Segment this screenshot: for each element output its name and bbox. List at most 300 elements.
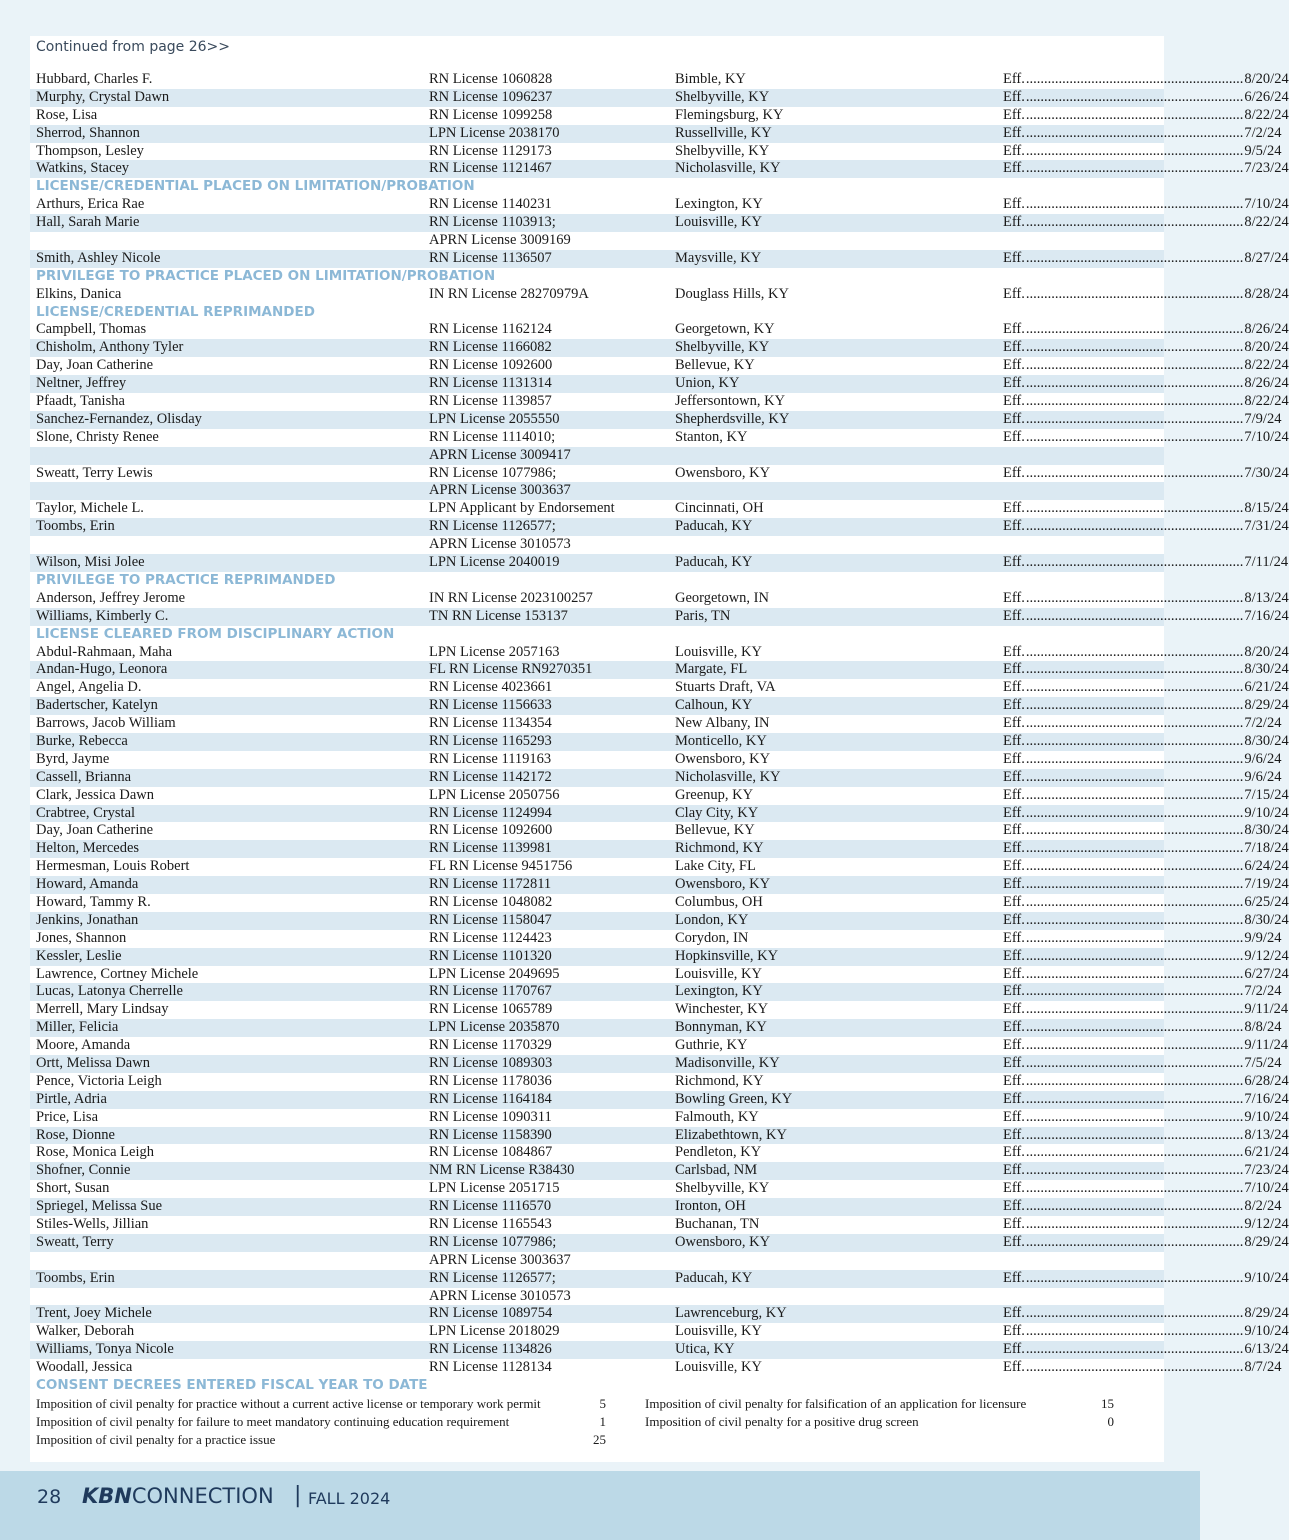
effective-date: 8/30/24 — [1244, 661, 1289, 678]
effective-date: 7/2/24 — [1244, 983, 1282, 1000]
nurse-name: Day, Joan Catherine — [36, 357, 154, 374]
location: Owensboro, KY — [675, 876, 771, 893]
effective-date-cell — [1003, 840, 1289, 858]
license-info: IN RN License 2023100257 — [429, 589, 593, 606]
consent-item: Imposition of civil penalty for practice without a current active license or temporary work permit — [36, 1395, 541, 1411]
eff-label: Eff. — [1003, 1001, 1025, 1018]
location: Owensboro, KY — [675, 464, 771, 481]
license-info: RN License 1136507 — [429, 249, 552, 266]
effective-date-cell — [1003, 947, 1289, 966]
eff-label: Eff. — [1003, 71, 1025, 87]
nurse-name: Murphy, Crystal Dawn — [36, 88, 170, 105]
dot-leader: ............................................................ — [1025, 732, 1244, 749]
location: Winchester, KY — [675, 1001, 769, 1018]
eff-label: Eff. — [1003, 285, 1025, 302]
license-info: RN License 1131314 — [429, 375, 552, 392]
license-info: APRN License 3003637 — [429, 1251, 571, 1268]
nurse-name: Abdul-Rahmaan, Maha — [36, 643, 173, 660]
table-row — [30, 643, 1289, 662]
license-info: RN License 1165543 — [429, 1216, 552, 1232]
effective-date-cell — [1003, 357, 1289, 375]
dot-leader: ............................................................ — [1025, 321, 1244, 338]
effective-date: 6/27/24 — [1244, 965, 1289, 982]
issue-label: FALL 2024 — [308, 1489, 391, 1508]
effective-date: 9/11/24 — [1244, 1037, 1289, 1054]
effective-date: 8/20/24 — [1244, 643, 1289, 660]
effective-date-cell — [1003, 607, 1289, 626]
license-info: LPN License 2050756 — [429, 786, 560, 803]
license-info: RN License 1089303 — [429, 1054, 553, 1071]
nurse-name: Rose, Dionne — [36, 1126, 115, 1143]
eff-label: Eff. — [1003, 715, 1025, 732]
eff-label: Eff. — [1003, 786, 1025, 803]
eff-label: Eff. — [1003, 679, 1025, 696]
effective-date-cell — [1003, 500, 1289, 518]
nurse-name: Kessler, Leslie — [36, 947, 122, 964]
dot-leader: ............................................................ — [1025, 1359, 1244, 1376]
effective-date: 7/16/24 — [1244, 1090, 1289, 1107]
table-row — [30, 715, 1282, 733]
eff-label: Eff. — [1003, 607, 1025, 624]
license-info: APRN License 3003637 — [429, 482, 571, 499]
eff-label: Eff. — [1003, 1180, 1025, 1197]
location: Cincinnati, OH — [675, 500, 764, 517]
eff-label: Eff. — [1003, 1359, 1025, 1376]
table-row — [30, 1305, 1289, 1323]
dot-leader: ............................................................ — [1025, 1198, 1244, 1215]
nurse-name: Helton, Mercedes — [36, 840, 140, 857]
location: Lexington, KY — [675, 983, 763, 1000]
effective-date: 7/16/24 — [1244, 607, 1289, 624]
license-info: RN License 1162124 — [429, 321, 552, 338]
license-info: RN License 1114010; — [429, 428, 556, 445]
effective-date-cell — [1003, 1144, 1289, 1162]
eff-label: Eff. — [1003, 1019, 1025, 1036]
dot-leader: ............................................................ — [1025, 607, 1244, 624]
license-info: TN RN License 153137 — [429, 607, 568, 624]
license-info: APRN License 3010573 — [429, 1287, 571, 1304]
location: Columbus, OH — [675, 893, 763, 910]
location: Russellville, KY — [675, 124, 772, 141]
location: Paducah, KY — [675, 1269, 753, 1286]
license-info: RN License 1172811 — [429, 876, 552, 893]
table-row — [30, 607, 1289, 626]
license-info: RN License 1084867 — [429, 1144, 553, 1161]
dot-leader: ............................................................ — [1025, 1323, 1244, 1340]
nurse-name: Cassell, Brianna — [36, 768, 132, 785]
effective-date-cell — [1003, 249, 1289, 268]
location: Pendleton, KY — [675, 1144, 762, 1161]
effective-date-cell — [1003, 929, 1282, 948]
license-info: RN License 1124994 — [429, 804, 552, 821]
section-heading: LICENSE/CREDENTIAL REPRIMANDED — [36, 303, 315, 320]
location: Louisville, KY — [675, 965, 762, 982]
location: Greenup, KY — [675, 786, 754, 803]
dot-leader: ............................................................ — [1025, 142, 1244, 159]
dot-leader: ............................................................ — [1025, 88, 1244, 105]
dot-leader: ............................................................ — [1025, 965, 1244, 982]
dot-leader: ............................................................ — [1025, 1162, 1244, 1179]
location: Owensboro, KY — [675, 1233, 771, 1250]
eff-label: Eff. — [1003, 1037, 1025, 1054]
consent-count: 0 — [1107, 1413, 1114, 1429]
effective-date: 7/5/24 — [1244, 1054, 1282, 1071]
table-row — [30, 1359, 1282, 1377]
eff-label: Eff. — [1003, 732, 1025, 749]
effective-date-cell — [1003, 124, 1282, 143]
effective-date-cell — [1003, 965, 1289, 984]
table-row — [30, 106, 1289, 125]
effective-date: 7/31/24 — [1244, 518, 1289, 535]
table-row — [30, 661, 1289, 679]
eff-label: Eff. — [1003, 858, 1025, 875]
nurse-name: Williams, Kimberly C. — [36, 607, 169, 624]
dot-leader: ............................................................ — [1025, 768, 1244, 785]
section-heading: PRIVILEGE TO PRACTICE PLACED ON LIMITATION/PROBATION — [36, 267, 496, 284]
effective-date: 7/10/24 — [1244, 428, 1289, 445]
consent-row — [30, 1413, 1164, 1431]
dot-leader: ............................................................ — [1025, 840, 1244, 857]
nurse-name: Spriegel, Melissa Sue — [36, 1198, 163, 1215]
effective-date-cell — [1003, 1054, 1282, 1073]
location: Maysville, KY — [675, 249, 762, 266]
license-info: RN License 1099258 — [429, 106, 553, 123]
dot-leader: ............................................................ — [1025, 893, 1244, 910]
table-row — [30, 893, 1289, 912]
dot-leader: ............................................................ — [1025, 643, 1244, 660]
effective-date: 8/29/24 — [1244, 697, 1289, 714]
effective-date-cell — [1003, 285, 1289, 304]
effective-date: 8/8/24 — [1244, 1019, 1282, 1036]
dot-leader: ............................................................ — [1025, 786, 1244, 803]
effective-date-cell — [1003, 1305, 1289, 1323]
effective-date-cell — [1003, 1162, 1289, 1180]
table-row — [30, 911, 1289, 930]
eff-label: Eff. — [1003, 410, 1025, 427]
effective-date: 7/15/24 — [1244, 786, 1289, 803]
section-heading: LICENSE/CREDENTIAL PLACED ON LIMITATION/PROBATION — [36, 178, 475, 195]
nurse-name: Walker, Deborah — [36, 1323, 135, 1340]
effective-date: 8/7/24 — [1244, 1359, 1282, 1376]
location: Stanton, KY — [675, 428, 748, 445]
nurse-name: Toombs, Erin — [36, 518, 115, 535]
eff-label: Eff. — [1003, 1054, 1025, 1071]
location: Elizabethtown, KY — [675, 1126, 787, 1143]
table-row — [30, 536, 1164, 554]
location: Bowling Green, KY — [675, 1090, 793, 1107]
nurse-name: Moore, Amanda — [36, 1037, 131, 1054]
effective-date-cell — [1003, 983, 1282, 1001]
effective-date-cell — [1003, 142, 1282, 161]
location: Jeffersontown, KY — [675, 393, 786, 410]
nurse-name: Day, Joan Catherine — [36, 822, 154, 839]
consent-item: Imposition of civil penalty for a positive drug screen — [645, 1413, 919, 1429]
license-info: FL RN License RN9270351 — [429, 661, 593, 678]
effective-date: 8/29/24 — [1244, 1233, 1289, 1250]
nurse-name: Neltner, Jeffrey — [36, 375, 127, 392]
location: Madisonville, KY — [675, 1054, 780, 1071]
license-info: IN RN License 28270979A — [429, 285, 589, 302]
table-row — [30, 589, 1289, 608]
dot-leader: ............................................................ — [1025, 929, 1244, 946]
effective-date: 7/2/24 — [1244, 124, 1282, 141]
dot-leader: ............................................................ — [1025, 1180, 1244, 1197]
nurse-name: Price, Lisa — [36, 1108, 99, 1125]
effective-date-cell — [1003, 1072, 1289, 1091]
license-info: APRN License 3010573 — [429, 536, 571, 553]
effective-date-cell — [1003, 822, 1289, 840]
license-info: RN License 1128134 — [429, 1359, 552, 1376]
location: Falmouth, KY — [675, 1108, 759, 1125]
effective-date-cell — [1003, 1180, 1289, 1198]
eff-label: Eff. — [1003, 965, 1025, 982]
effective-date: 9/6/24 — [1244, 750, 1282, 767]
effective-date: 9/11/24 — [1244, 1001, 1289, 1018]
effective-date-cell — [1003, 106, 1289, 125]
effective-date: 9/10/24 — [1244, 804, 1289, 821]
nurse-name: Rose, Monica Leigh — [36, 1144, 154, 1161]
nurse-name: Pfaadt, Tanisha — [36, 393, 125, 410]
location: Richmond, KY — [675, 1072, 764, 1089]
eff-label: Eff. — [1003, 160, 1025, 177]
eff-label: Eff. — [1003, 1162, 1025, 1179]
location: Hopkinsville, KY — [675, 947, 779, 964]
location: Lexington, KY — [675, 196, 763, 213]
eff-label: Eff. — [1003, 983, 1025, 1000]
consent-row — [30, 1395, 1164, 1413]
eff-label: Eff. — [1003, 876, 1025, 893]
dot-leader: ............................................................ — [1025, 661, 1244, 678]
license-info: RN License 1139857 — [429, 393, 552, 410]
dot-leader: ............................................................ — [1025, 1001, 1244, 1018]
table-row — [30, 1019, 1282, 1037]
license-info: RN License 1089754 — [429, 1305, 553, 1322]
effective-date: 7/30/24 — [1244, 464, 1289, 481]
dot-leader: ............................................................ — [1025, 1144, 1244, 1161]
effective-date-cell — [1003, 464, 1289, 483]
dot-leader: ............................................................ — [1025, 1233, 1244, 1250]
license-info: LPN License 2057163 — [429, 643, 560, 660]
license-info: LPN License 2051715 — [429, 1180, 560, 1197]
nurse-name: Crabtree, Crystal — [36, 804, 136, 821]
table-row — [30, 375, 1289, 393]
effective-date-cell — [1003, 786, 1289, 805]
dot-leader: ............................................................ — [1025, 1090, 1244, 1107]
location: Union, KY — [675, 375, 740, 392]
effective-date: 8/13/24 — [1244, 1126, 1289, 1143]
eff-label: Eff. — [1003, 1126, 1025, 1143]
dot-leader: ............................................................ — [1025, 375, 1244, 392]
nurse-name: Sanchez-Fernandez, Olisday — [36, 410, 202, 427]
eff-label: Eff. — [1003, 893, 1025, 910]
table-row — [30, 1072, 1289, 1091]
eff-label: Eff. — [1003, 428, 1025, 445]
nurse-name: Hall, Sarah Marie — [36, 214, 140, 231]
license-info: RN License 1048082 — [429, 893, 553, 910]
effective-date-cell — [1003, 393, 1289, 411]
table-row — [30, 1288, 1164, 1306]
dot-leader: ............................................................ — [1025, 679, 1244, 696]
nurse-name: Trent, Joey Michele — [36, 1305, 152, 1322]
location: Owensboro, KY — [675, 750, 771, 767]
effective-date: 8/20/24 — [1244, 71, 1289, 87]
location: Nicholasville, KY — [675, 160, 781, 177]
dot-leader: ............................................................ — [1025, 196, 1244, 213]
effective-date: 9/12/24 — [1244, 947, 1289, 964]
location: Louisville, KY — [675, 1359, 762, 1376]
dot-leader: ............................................................ — [1025, 71, 1244, 87]
effective-date-cell — [1003, 804, 1289, 823]
table-row — [30, 822, 1289, 840]
dot-leader: ............................................................ — [1025, 1054, 1244, 1071]
nurse-name: Pence, Victoria Leigh — [36, 1072, 162, 1089]
table-row — [30, 804, 1289, 823]
nurse-name: Sherrod, Shannon — [36, 124, 140, 141]
license-info: RN License 1060828 — [429, 71, 553, 87]
dot-leader: ............................................................ — [1025, 1126, 1244, 1143]
eff-label: Eff. — [1003, 500, 1025, 517]
nurse-name: Taylor, Michele L. — [36, 500, 144, 517]
page-number: 28 — [37, 1486, 62, 1508]
footer — [0, 1471, 1200, 1540]
effective-date-cell — [1003, 589, 1289, 608]
license-info: RN License 1156633 — [429, 697, 552, 714]
location: Calhoun, KY — [675, 697, 753, 714]
eff-label: Eff. — [1003, 1144, 1025, 1161]
effective-date-cell — [1003, 1001, 1289, 1019]
magazine-logo — [82, 1484, 274, 1508]
location: Ironton, OH — [675, 1198, 746, 1215]
dot-leader: ............................................................ — [1025, 518, 1244, 535]
location: Flemingsburg, KY — [675, 106, 784, 123]
nurse-name: Hermesman, Louis Robert — [36, 858, 190, 875]
eff-label: Eff. — [1003, 339, 1025, 356]
effective-date: 9/6/24 — [1244, 768, 1282, 785]
nurse-name: Sweatt, Terry — [36, 1233, 114, 1250]
table-row — [30, 732, 1289, 751]
location: Louisville, KY — [675, 1323, 762, 1340]
table-row — [30, 124, 1282, 143]
nurse-name: Byrd, Jayme — [36, 750, 110, 767]
location: Bellevue, KY — [675, 357, 755, 374]
location: Carlsbad, NM — [675, 1162, 758, 1179]
effective-date-cell — [1003, 1126, 1289, 1145]
table-row — [30, 679, 1289, 697]
table-row — [30, 1180, 1289, 1198]
location: Bimble, KY — [675, 71, 746, 87]
effective-date: 8/29/24 — [1244, 1305, 1289, 1322]
dot-leader: ............................................................ — [1025, 124, 1244, 141]
effective-date: 9/10/24 — [1244, 1323, 1289, 1340]
table-row — [30, 447, 1164, 465]
nurse-name: Lawrence, Cortney Michele — [36, 965, 199, 982]
dot-leader: ............................................................ — [1025, 911, 1244, 928]
dot-leader: ............................................................ — [1025, 589, 1244, 606]
eff-label: Eff. — [1003, 1233, 1025, 1250]
license-info: RN License 1178036 — [429, 1072, 552, 1089]
table-row — [30, 71, 1289, 89]
nurse-name: Angel, Angelia D. — [36, 679, 142, 696]
effective-date-cell — [1003, 1269, 1289, 1288]
location: Lawrenceburg, KY — [675, 1305, 787, 1322]
license-info: RN License 1077986; — [429, 1233, 557, 1250]
dot-leader: ............................................................ — [1025, 249, 1244, 266]
effective-date: 9/9/24 — [1244, 929, 1282, 946]
table-row — [30, 786, 1289, 805]
eff-label: Eff. — [1003, 1323, 1025, 1340]
eff-label: Eff. — [1003, 554, 1025, 571]
table-row — [30, 357, 1289, 375]
license-info: LPN License 2055550 — [429, 410, 560, 427]
nurse-name: Stiles-Wells, Jillian — [36, 1216, 149, 1232]
eff-label: Eff. — [1003, 249, 1025, 266]
table-row — [30, 88, 1289, 107]
table-row — [30, 1323, 1289, 1341]
license-info: RN License 1166082 — [429, 339, 552, 356]
dot-leader: ............................................................ — [1025, 1341, 1244, 1358]
dot-leader: ............................................................ — [1025, 858, 1244, 875]
nurse-name: Smith, Ashley Nicole — [36, 249, 161, 266]
dot-leader: ............................................................ — [1025, 214, 1244, 231]
license-info: RN License 1090311 — [429, 1108, 552, 1125]
eff-label: Eff. — [1003, 142, 1025, 159]
effective-date: 8/26/24 — [1244, 321, 1289, 338]
license-info: RN License 4023661 — [429, 679, 553, 696]
license-info: RN License 1170329 — [429, 1037, 552, 1054]
nurse-name: Jenkins, Jonathan — [36, 911, 139, 928]
location: Bellevue, KY — [675, 822, 755, 839]
nurse-name: Sweatt, Terry Lewis — [36, 464, 153, 481]
location: Shelbyville, KY — [675, 142, 770, 159]
location: Georgetown, IN — [675, 589, 769, 606]
effective-date-cell — [1003, 1341, 1289, 1359]
location: Corydon, IN — [675, 929, 749, 946]
location: Douglass Hills, KY — [675, 285, 789, 302]
effective-date: 8/13/24 — [1244, 589, 1289, 606]
table-row — [30, 1341, 1289, 1359]
license-info: RN License 1142172 — [429, 768, 552, 785]
license-info: RN License 1158047 — [429, 911, 552, 928]
nurse-name: Ortt, Melissa Dawn — [36, 1054, 150, 1071]
location: Nicholasville, KY — [675, 768, 781, 785]
license-info: RN License 1126577; — [429, 518, 556, 535]
nurse-name: Lucas, Latonya Cherrelle — [36, 983, 183, 1000]
location: Paducah, KY — [675, 554, 753, 571]
logo-bold: KBN — [82, 1484, 132, 1508]
eff-label: Eff. — [1003, 589, 1025, 606]
effective-date: 6/21/24 — [1244, 1144, 1289, 1161]
effective-date: 7/9/24 — [1244, 410, 1282, 427]
effective-date-cell — [1003, 732, 1289, 751]
eff-label: Eff. — [1003, 106, 1025, 123]
effective-date: 8/22/24 — [1244, 214, 1289, 231]
nurse-name: Chisholm, Anthony Tyler — [36, 339, 184, 356]
dot-leader: ............................................................ — [1025, 983, 1244, 1000]
effective-date-cell — [1003, 1090, 1289, 1109]
dot-leader: ............................................................ — [1025, 750, 1244, 767]
effective-date-cell — [1003, 715, 1282, 733]
location: Stuarts Draft, VA — [675, 679, 776, 696]
table-row — [30, 697, 1289, 715]
dot-leader: ............................................................ — [1025, 1019, 1244, 1036]
table-row — [30, 160, 1289, 178]
dot-leader: ............................................................ — [1025, 715, 1244, 732]
location: Louisville, KY — [675, 214, 762, 231]
nurse-name: Shofner, Connie — [36, 1162, 131, 1179]
effective-date: 8/30/24 — [1244, 911, 1289, 928]
table-row — [30, 1037, 1289, 1055]
effective-date: 8/30/24 — [1244, 822, 1289, 839]
